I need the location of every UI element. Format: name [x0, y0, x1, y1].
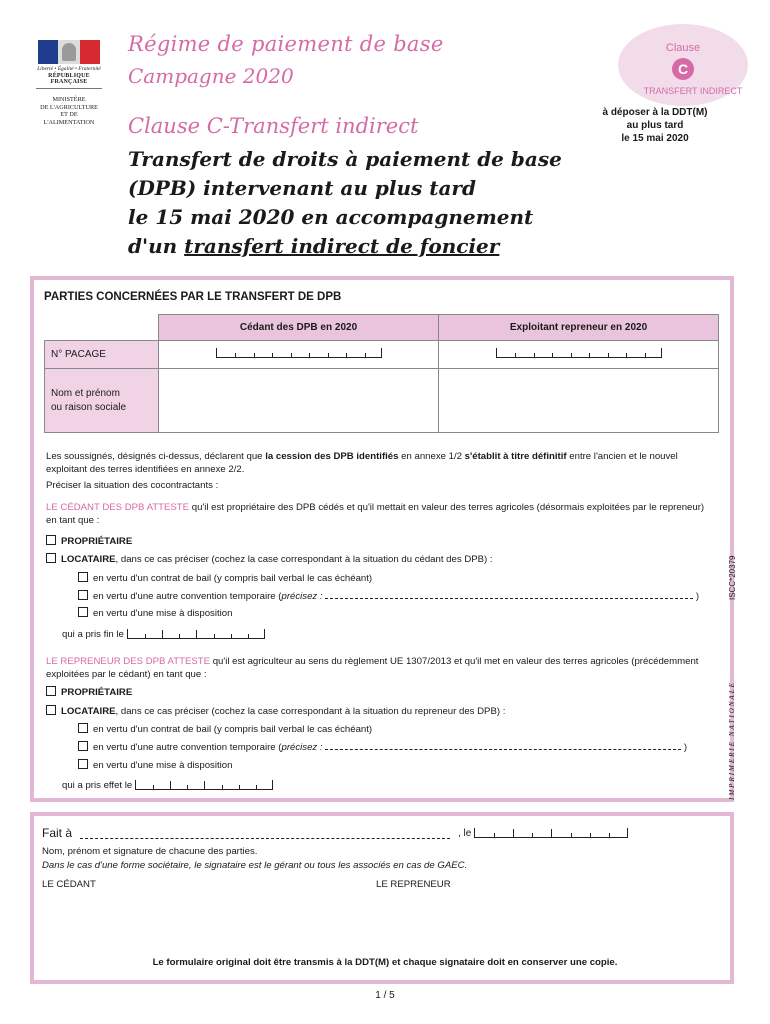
digit-boxes: [496, 348, 662, 358]
checkbox[interactable]: [46, 705, 56, 715]
side-code: ISCC*20379: [728, 555, 737, 600]
cedant-convention-option[interactable]: en vertu d'une autre convention temporaire (précisez : ): [78, 590, 699, 603]
checkbox[interactable]: [78, 723, 88, 733]
clause-badge-label: TRANSFERT INDIRECT: [643, 86, 743, 96]
repreneur-convention-option[interactable]: en vertu d'une autre convention temporaire (précisez : ): [78, 741, 687, 754]
page-number: 1 / 5: [375, 990, 395, 1001]
checkbox[interactable]: [78, 590, 88, 600]
fait-a-input[interactable]: [80, 838, 450, 839]
digit-boxes: [216, 348, 382, 358]
cedant-pacage-field[interactable]: [159, 341, 439, 369]
checkbox[interactable]: [78, 759, 88, 769]
page-title: Régime de paiement de base: [128, 32, 444, 56]
marianne-logo-icon: [38, 40, 100, 64]
checkbox[interactable]: [78, 607, 88, 617]
preciser-text: Préciser la situation des cocontractants :: [46, 480, 219, 491]
declaration-text: Les soussignés, désignés ci-dessus, déclarent que la cession des DPB identifiés en annexe 1/2 s'établit à titre définitif entre l'ancien et le nouvel exploitant des terres identifiées en annexe 2/2.: [46, 451, 678, 475]
cedant-proprietaire-option[interactable]: PROPRIÉTAIRE: [46, 535, 132, 548]
republic-motto: Liberté • Égalité • Fraternité: [37, 66, 101, 72]
printer-mark: IMPRIMERIE NATIONALE: [728, 681, 736, 800]
cedant-bail-option[interactable]: en vertu d'un contrat de bail (y compris bail verbal le cas échéant): [78, 572, 372, 585]
date-input[interactable]: [474, 828, 628, 838]
repreneur-pacage-field[interactable]: [439, 341, 719, 369]
checkbox[interactable]: [78, 572, 88, 582]
gaec-instruction: Dans le cas d'une forme sociétaire, le signataire est le gérant ou tous les associés en cas de GAEC.: [42, 860, 468, 871]
cedant-name-field[interactable]: [159, 369, 439, 433]
signature-date: , le: [458, 828, 628, 839]
transmission-note: Le formulaire original doit être transmis à la DDT(M) et chaque signataire doit en conserver une copie.: [152, 957, 618, 968]
clause-letter-icon: C: [672, 58, 694, 80]
form-subtitle: Transfert de droits à paiement de base (DPB) intervenant au plus tard le 15 mai 2020 en accompagnement d'un transfert indirect de foncier: [128, 147, 562, 258]
repreneur-locataire-option[interactable]: LOCATAIRE, dans ce cas préciser (cochez la case correspondant à la situation du repreneur des DPB) :: [46, 705, 505, 718]
campaign-title: Campagne 2020: [128, 64, 294, 88]
checkbox[interactable]: [46, 686, 56, 696]
convention-input[interactable]: [325, 590, 693, 599]
column-header-repreneur: Exploitant repreneur en 2020: [439, 315, 719, 341]
clause-badge-word: Clause: [665, 42, 701, 54]
repreneur-attestation: LE REPRENEUR DES DPB ATTESTE qu'il est agriculteur au sens du règlement UE 1307/2013 et qu'il met en valeur des terres agricoles (précédemment exploitées par le cédant) en tant que :: [46, 656, 699, 680]
repreneur-proprietaire-option[interactable]: PROPRIÉTAIRE: [46, 686, 132, 699]
deposit-deadline: à déposer à la DDT(M) au plus tard le 15 mai 2020: [602, 107, 708, 144]
checkbox[interactable]: [78, 741, 88, 751]
repreneur-name-field[interactable]: [439, 369, 719, 433]
cedant-end-date: qui a pris fin le: [62, 628, 265, 641]
column-header-cedant: Cédant des DPB en 2020: [159, 315, 439, 341]
cedant-attestation: LE CÉDANT DES DPB ATTESTE qu'il est propriétaire des DPB cédés et qu'il mettait en valeur des terres agricoles (désormais exploitées par le repreneur) en tant que :: [46, 502, 705, 526]
convention-input[interactable]: [325, 741, 681, 750]
checkbox[interactable]: [46, 535, 56, 545]
cedant-mise-option[interactable]: en vertu d'une mise à disposition: [78, 607, 232, 620]
republic-name: RÉPUBLIQUE FRANÇAISE: [48, 73, 90, 85]
repreneur-mise-option[interactable]: en vertu d'une mise à disposition: [78, 759, 232, 772]
parties-table: [44, 314, 719, 433]
checkbox[interactable]: [46, 553, 56, 563]
republic-logo: [30, 40, 108, 86]
ministry-name: MINISTÈRE DE L'AGRICULTURE ET DE L'ALIMENTATION: [40, 96, 98, 126]
cedant-signature-label: LE CÉDANT: [42, 879, 96, 890]
section-title: PARTIES CONCERNÉES PAR LE TRANSFERT DE DPB: [44, 291, 342, 303]
row-label-pacage: N° PACAGE: [45, 341, 159, 369]
fait-a-label: Fait à: [42, 826, 73, 840]
signature-instruction: Nom, prénom et signature de chacune des parties.: [42, 846, 258, 857]
row-label-nom: Nom et prénom ou raison sociale: [45, 369, 159, 433]
repreneur-start-date: qui a pris effet le: [62, 779, 273, 792]
repreneur-signature-label: LE REPRENEUR: [376, 879, 451, 890]
cedant-locataire-option[interactable]: LOCATAIRE, dans ce cas préciser (cochez la case correspondant à la situation du cédant des DPB) :: [46, 553, 493, 566]
date-input[interactable]: [127, 629, 265, 639]
clause-title: Clause C-Transfert indirect: [128, 114, 419, 138]
divider: [36, 88, 102, 89]
date-input[interactable]: [135, 780, 273, 790]
repreneur-bail-option[interactable]: en vertu d'un contrat de bail (y compris bail verbal le cas échéant): [78, 723, 372, 736]
